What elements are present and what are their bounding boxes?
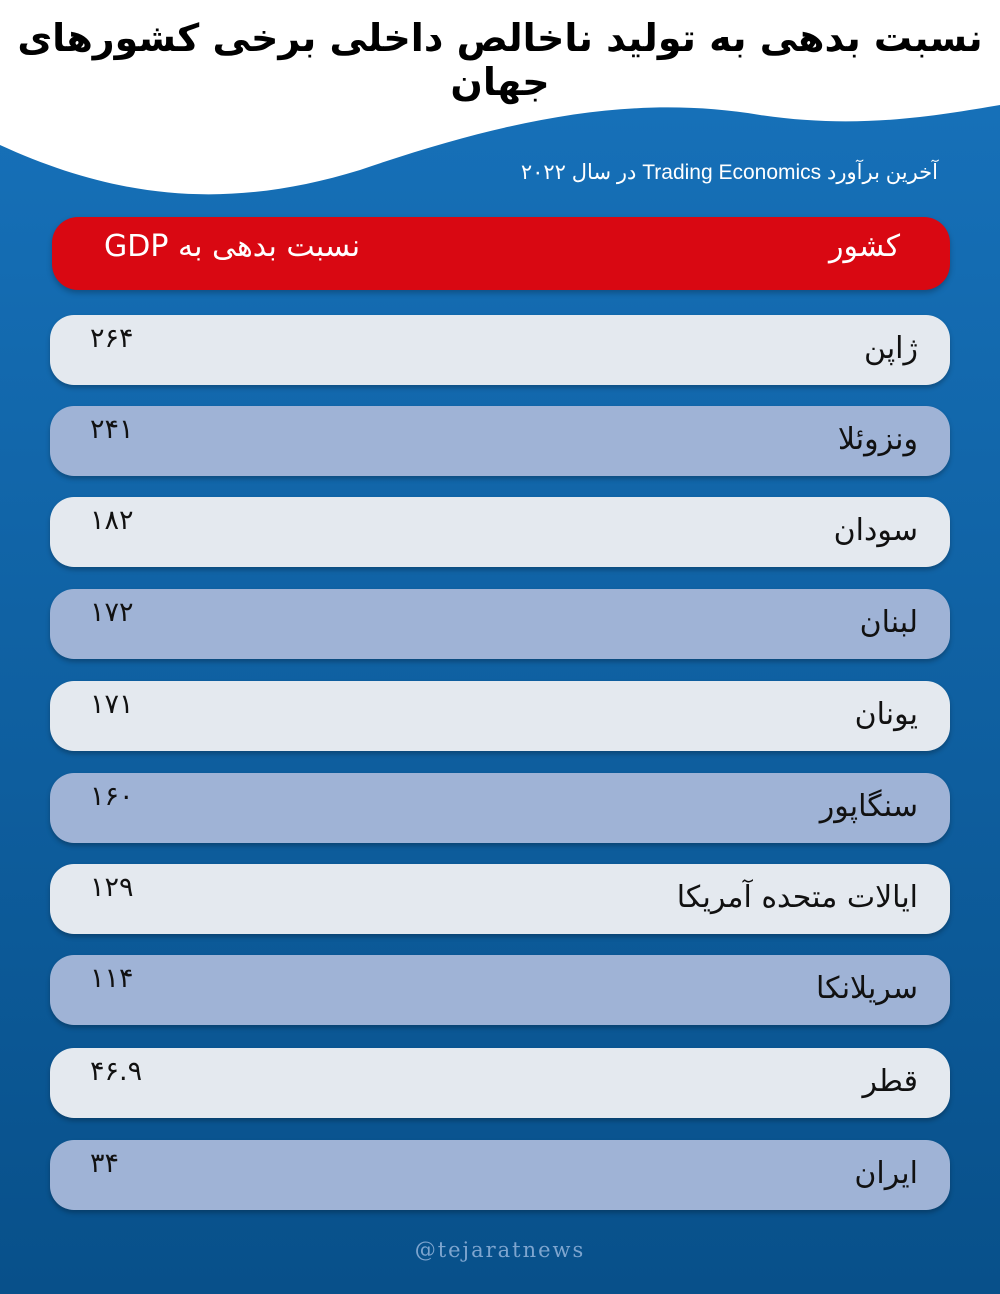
table-row (50, 589, 950, 659)
row-country: سودان (833, 513, 918, 548)
row-country: ایران (854, 1156, 918, 1191)
row-country: لبنان (859, 605, 918, 640)
table-row (50, 315, 950, 385)
row-value: ۳۴ (90, 1148, 120, 1179)
source-subtitle: آخرین برآورد Trading Economics در سال ۲۰۲۲ (520, 161, 938, 184)
table-header (52, 217, 950, 290)
row-value: ۱۶۰ (90, 781, 134, 812)
row-country: سنگاپور (819, 789, 918, 824)
header-country: کشور (828, 229, 900, 264)
table-row (50, 681, 950, 751)
table-row (50, 1140, 950, 1210)
row-value: ۱۱۴ (90, 963, 134, 994)
table-row (50, 1048, 950, 1118)
table-row (50, 406, 950, 476)
row-value: ۱۲۹ (90, 872, 134, 903)
header-ratio: نسبت بدهی به GDP (104, 229, 361, 264)
table-row (50, 955, 950, 1025)
table-row (50, 773, 950, 843)
page-title: نسبت بدهی به تولید ناخالص داخلی برخی کشورهای جهان (17, 16, 983, 104)
row-country: قطر (862, 1064, 918, 1099)
table-row (50, 864, 950, 934)
row-country: ایالات متحده آمریکا (676, 880, 918, 915)
row-value: ۱۷۲ (90, 597, 134, 628)
row-country: یونان (854, 697, 918, 732)
row-country: سریلانکا (816, 971, 918, 1006)
table-row (50, 497, 950, 567)
row-value: ۱۷۱ (90, 689, 134, 720)
footer-handle: @tejaratnews (414, 1238, 586, 1262)
row-value: ۱۸۲ (90, 505, 134, 536)
row-value: ۲۴۱ (90, 414, 134, 445)
row-value: ۲۶۴ (90, 323, 134, 354)
row-value: ۴۶.۹ (90, 1056, 143, 1087)
row-country: ژاپن (863, 331, 918, 366)
row-country: ونزوئلا (837, 422, 918, 457)
